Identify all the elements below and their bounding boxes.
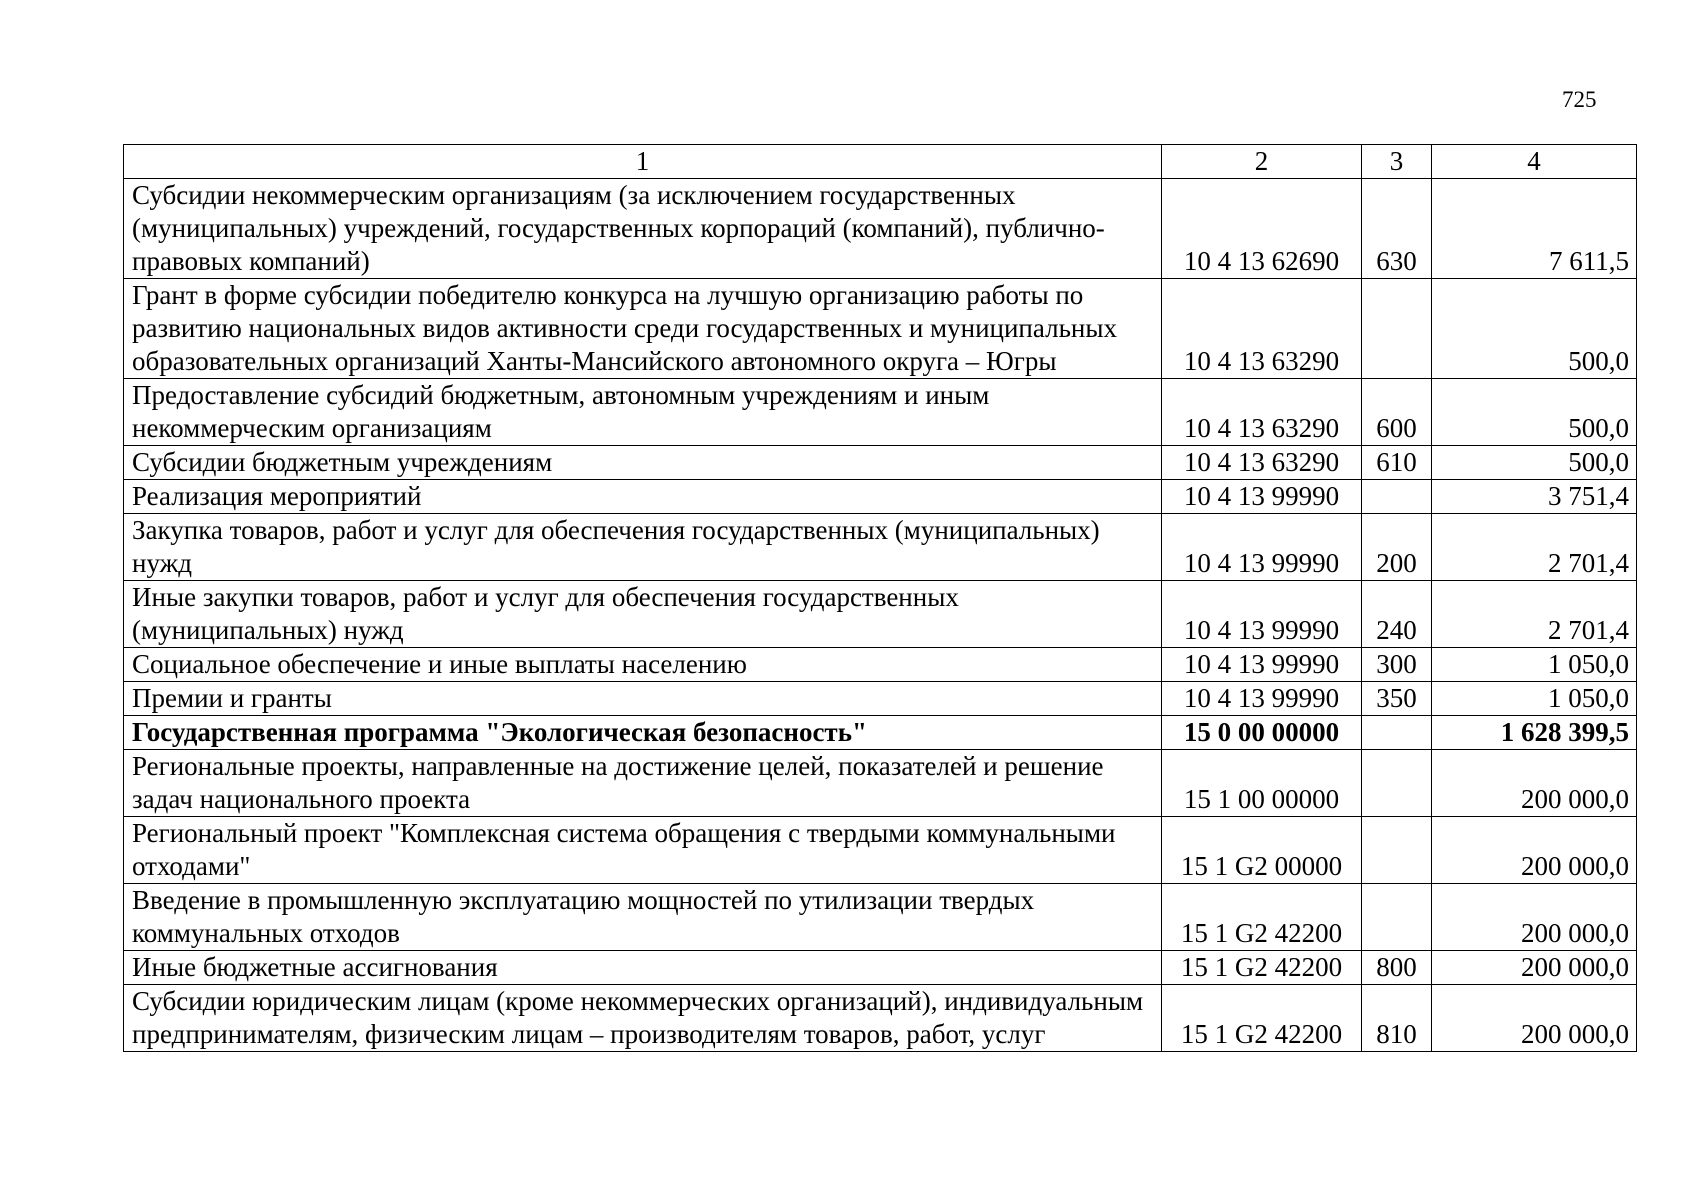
- name-cell: Иные бюджетные ассигнования: [124, 951, 1162, 985]
- table-row: [124, 750, 1637, 817]
- table-row: [124, 716, 1637, 750]
- code-cell: 15 1 G2 42200: [1162, 985, 1362, 1052]
- name-cell: Закупка товаров, работ и услуг для обеспечения государственных (муниципальных) нужд: [124, 514, 1162, 581]
- expense-type-cell: [1362, 817, 1432, 884]
- table-row: [124, 514, 1637, 581]
- amount-cell: 200 000,0: [1432, 951, 1637, 985]
- expense-type-cell: 630: [1362, 179, 1432, 279]
- table-row: [124, 279, 1637, 379]
- code-cell: 15 1 G2 42200: [1162, 884, 1362, 951]
- name-cell: Грант в форме субсидии победителю конкурса на лучшую организацию работы по развитию национальных видов активности среди государственных и муниципальных образовательных организаций Ханты-Мансийского автономного округа – Югры: [124, 279, 1162, 379]
- header-col-1: 1: [124, 145, 1162, 179]
- header-col-2: 2: [1162, 145, 1362, 179]
- name-cell: Государственная программа "Экологическая безопасность": [124, 716, 1162, 750]
- expense-type-cell: 350: [1362, 682, 1432, 716]
- name-cell: Иные закупки товаров, работ и услуг для обеспечения государственных (муниципальных) нужд: [124, 581, 1162, 648]
- expense-type-cell: [1362, 750, 1432, 817]
- expense-type-cell: [1362, 480, 1432, 514]
- code-cell: 15 1 G2 00000: [1162, 817, 1362, 884]
- expense-type-cell: [1362, 884, 1432, 951]
- code-cell: 10 4 13 63290: [1162, 446, 1362, 480]
- table-body: [124, 179, 1637, 1052]
- name-cell: Субсидии некоммерческим организациям (за исключением государственных (муниципальных) учреждений, государственных корпораций (компаний), публично-правовых компаний): [124, 179, 1162, 279]
- amount-cell: 500,0: [1432, 279, 1637, 379]
- header-col-4: 4: [1432, 145, 1637, 179]
- table-row: [124, 581, 1637, 648]
- amount-cell: 200 000,0: [1432, 985, 1637, 1052]
- expense-type-cell: 800: [1362, 951, 1432, 985]
- code-cell: 10 4 13 63290: [1162, 379, 1362, 446]
- amount-cell: 1 628 399,5: [1432, 716, 1637, 750]
- code-cell: 10 4 13 99990: [1162, 581, 1362, 648]
- table-row: [124, 884, 1637, 951]
- header-col-3: 3: [1362, 145, 1432, 179]
- amount-cell: 500,0: [1432, 446, 1637, 480]
- name-cell: Предоставление субсидий бюджетным, автономным учреждениям и иным некоммерческим организациям: [124, 379, 1162, 446]
- name-cell: Субсидии юридическим лицам (кроме некоммерческих организаций), индивидуальным предпринимателям, физическим лицам – производителям товаров, работ, услуг: [124, 985, 1162, 1052]
- table-row: [124, 817, 1637, 884]
- name-cell: Премии и гранты: [124, 682, 1162, 716]
- table-row: [124, 480, 1637, 514]
- page-number: 725: [1562, 87, 1597, 112]
- expense-type-cell: [1362, 279, 1432, 379]
- name-cell: Введение в промышленную эксплуатацию мощностей по утилизации твердых коммунальных отходов: [124, 884, 1162, 951]
- code-cell: 10 4 13 99990: [1162, 480, 1362, 514]
- code-cell: 15 1 G2 42200: [1162, 951, 1362, 985]
- amount-cell: 200 000,0: [1432, 817, 1637, 884]
- name-cell: Региональный проект "Комплексная система обращения с твердыми коммунальными отходами": [124, 817, 1162, 884]
- amount-cell: 2 701,4: [1432, 581, 1637, 648]
- expense-type-cell: [1362, 716, 1432, 750]
- table-row: [124, 985, 1637, 1052]
- amount-cell: 7 611,5: [1432, 179, 1637, 279]
- code-cell: 10 4 13 99990: [1162, 648, 1362, 682]
- code-cell: 10 4 13 62690: [1162, 179, 1362, 279]
- code-cell: 10 4 13 99990: [1162, 514, 1362, 581]
- table-row: [124, 682, 1637, 716]
- amount-cell: 2 701,4: [1432, 514, 1637, 581]
- amount-cell: 1 050,0: [1432, 682, 1637, 716]
- table-row: [124, 648, 1637, 682]
- name-cell: Региональные проекты, направленные на достижение целей, показателей и решение задач национального проекта: [124, 750, 1162, 817]
- expense-type-cell: 240: [1362, 581, 1432, 648]
- budget-table: [123, 144, 1637, 1052]
- expense-type-cell: 610: [1362, 446, 1432, 480]
- code-cell: 10 4 13 63290: [1162, 279, 1362, 379]
- name-cell: Социальное обеспечение и иные выплаты населению: [124, 648, 1162, 682]
- amount-cell: 3 751,4: [1432, 480, 1637, 514]
- table-row: [124, 446, 1637, 480]
- name-cell: Реализация мероприятий: [124, 480, 1162, 514]
- table-row: [124, 951, 1637, 985]
- name-cell: Субсидии бюджетным учреждениям: [124, 446, 1162, 480]
- code-cell: 15 1 00 00000: [1162, 750, 1362, 817]
- table-header: [124, 145, 1637, 179]
- expense-type-cell: 300: [1362, 648, 1432, 682]
- amount-cell: 200 000,0: [1432, 884, 1637, 951]
- expense-type-cell: 600: [1362, 379, 1432, 446]
- header-row: [124, 145, 1637, 179]
- amount-cell: 500,0: [1432, 379, 1637, 446]
- expense-type-cell: 810: [1362, 985, 1432, 1052]
- amount-cell: 1 050,0: [1432, 648, 1637, 682]
- code-cell: 15 0 00 00000: [1162, 716, 1362, 750]
- amount-cell: 200 000,0: [1432, 750, 1637, 817]
- table-row: [124, 379, 1637, 446]
- table-row: [124, 179, 1637, 279]
- code-cell: 10 4 13 99990: [1162, 682, 1362, 716]
- expense-type-cell: 200: [1362, 514, 1432, 581]
